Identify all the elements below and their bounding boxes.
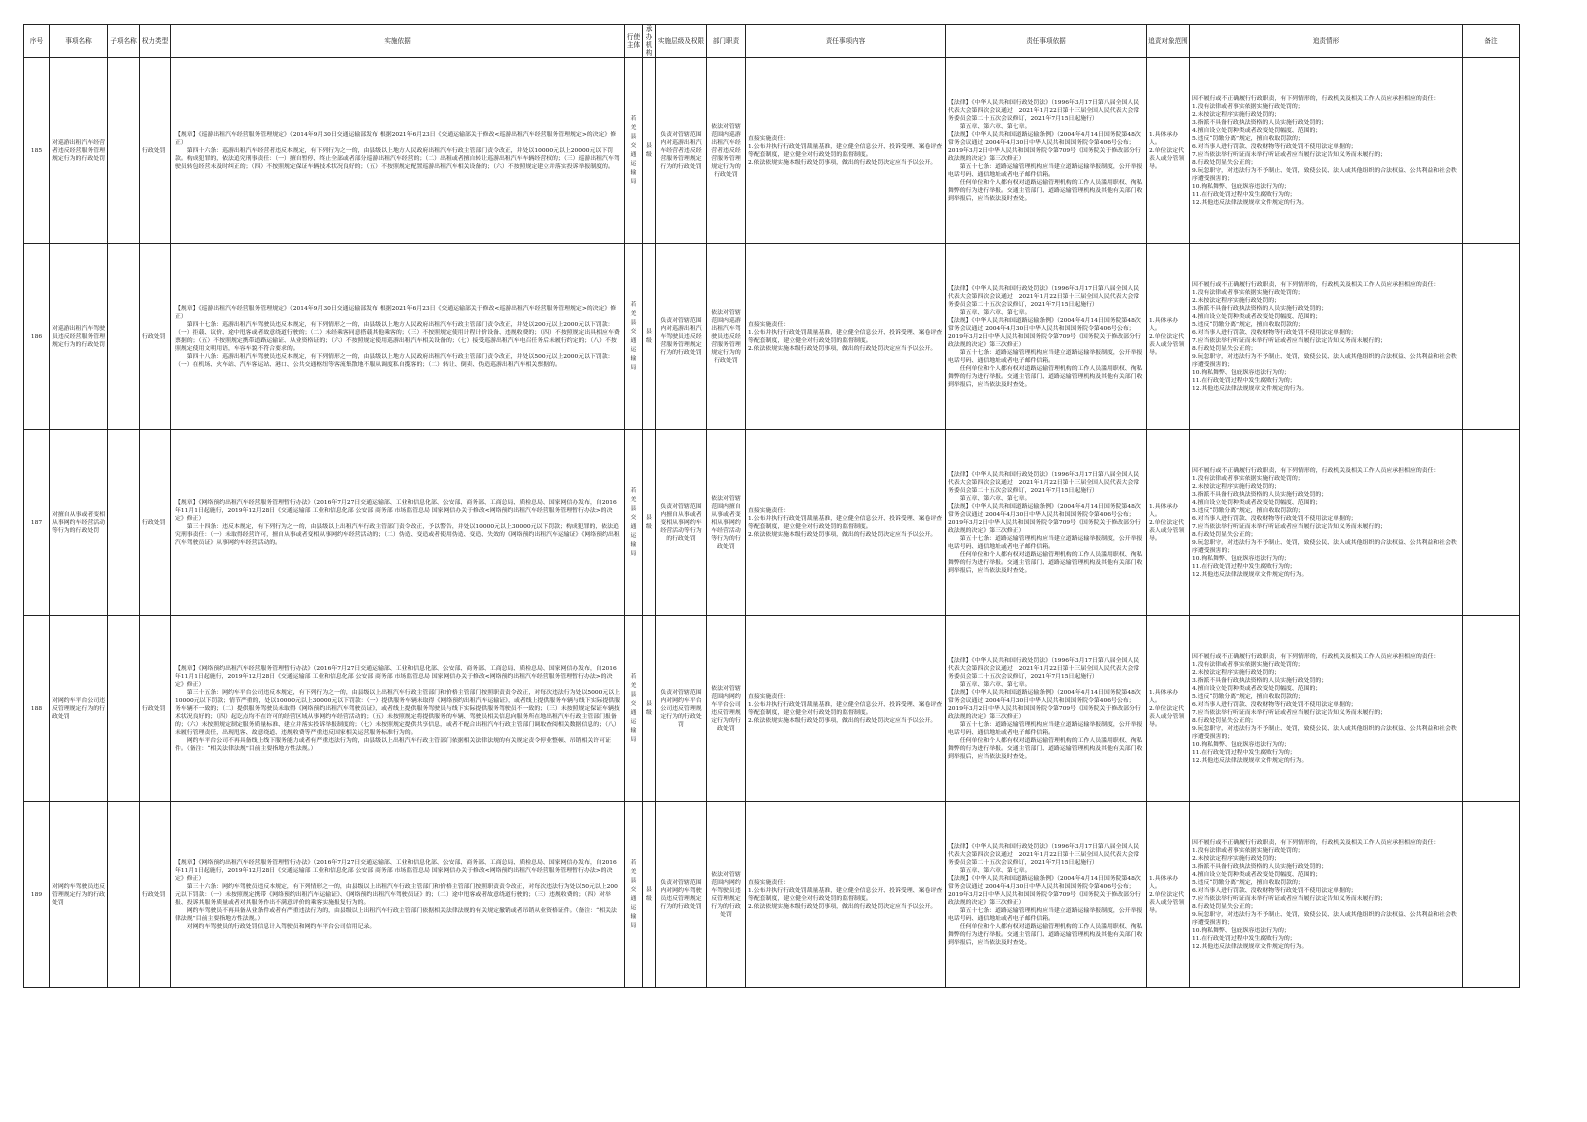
situation-line: 8.行政处罚显失公正的；	[1192, 903, 1257, 910]
situation-line: 7.应当依法举行听证而未举行听证或者应当履行法定告知义务而未履行的；	[1192, 151, 1387, 158]
situation-line: 7.应当依法举行听证而未举行听证或者应当履行法定告知义务而未履行的；	[1192, 337, 1387, 344]
row-item-name: 对巡游出租汽车经营者违反经营服务管理规定行为的行政处罚	[52, 139, 106, 162]
situation-line: 10.徇私舞弊、包庇纵容违法行为的；	[1192, 183, 1290, 190]
accountable-line: 1.具体承办人。	[1149, 689, 1179, 704]
cell-item-name	[50, 430, 108, 616]
table-row	[24, 58, 1520, 244]
row-dept-duty: 依法对管辖范围内擅自从事或者变相从事网约车经营活动等行为的行政处罚	[711, 495, 741, 550]
situation-line: 12.其他违反法律法规规章文件规定的行为。	[1192, 943, 1308, 950]
cell-item-name	[50, 802, 108, 988]
duty-basis-line: 第五章、第六章、第七章。	[948, 495, 1031, 502]
row-dept-duty: 依法对管辖范围内网约车平台公司违反管理规定行为的行政处罚	[711, 685, 741, 732]
cell-undertaker	[643, 802, 656, 988]
situation-line: 4.擅自设立处罚种类或者改变处罚幅度、范围的；	[1192, 871, 1322, 878]
situation-line: 12.其他违反法律法规规章文件规定的行为。	[1192, 385, 1308, 392]
situation-line: 8.行政处罚显失公正的；	[1192, 531, 1257, 538]
cell-subject	[625, 58, 643, 244]
row-power-type: 行政处罚	[142, 333, 166, 340]
header-level: 实施层级及权限	[656, 25, 707, 58]
situation-line: 4.擅自设立处罚种类或者改变处罚幅度、范围的；	[1192, 685, 1322, 692]
situation-line: 因不履行或不正确履行行政职责，有下列情形的，行政机关及相关工作人员应承担相应的责任：	[1192, 839, 1440, 846]
duty-content-line: 1.公布并执行行政处罚裁量基准，建立健全信息公开、投诉受理、案卷评查等配套制度，建立健全对行政处罚的监督制度。	[748, 701, 943, 716]
duty-content-line: 直接实施责任：	[748, 879, 790, 886]
accountable-line: 1.具体承办人。	[1149, 875, 1179, 890]
header-row	[24, 25, 1520, 58]
situation-line: 1.没有法律或者事实依据实施行政处罚的；	[1192, 475, 1304, 482]
cell-power-type	[140, 802, 171, 988]
basis-paragraph: 【规章】《网络预约出租汽车经营服务管理暂行办法》（2016年7月27日交通运输部、工业和信息化部、公安部、商务部、工商总局、质检总局、国家网信办发布，自2016年11月1日起施行，2019年12月28日《交通运输部 工业和信息化部 公安部 商务部 市场监管总局 国家网信办关于修改<网络预约出租汽车经营服务管理暂行办法>的决定》修正）	[175, 665, 617, 688]
duty-basis-line: 【法律】《中华人民共和国行政处罚法》（1996年3月17日第八届全国人民代表大会第四次会议通过 2021年1月22日第十三届全国人民代表大会常务委员会第二十五次会议修订，2021年7月15日起施行）	[948, 843, 1140, 866]
cell-sub-item	[108, 244, 140, 430]
duty-basis-line: 第五十七条：道路运输管理机构应当建立道路运输举报制度，公开举报电话号码、通信地址或者电子邮件信箱。	[948, 349, 1143, 364]
duty-content-line: 2.依法依规实施本级行政处罚事项，做出的行政处罚决定应当予以公开。	[748, 345, 937, 352]
accountable-line: 2.单位法定代表人或分管领导。	[1149, 333, 1185, 356]
situation-line: 5.违反“罚缴分离”规定，擅自收取罚款的；	[1192, 321, 1304, 328]
situation-line: 5.违反“罚缴分离”规定，擅自收取罚款的；	[1192, 693, 1304, 700]
duty-content-line: 1.公布并执行行政处罚裁量基准，建立健全信息公开、投诉受理、案卷评查等配套制度，建立健全对行政处罚的监督制度。	[748, 329, 943, 344]
duty-basis-line: 【法规】《中华人民共和国道路运输条例》（2004年4月14日国务院第48次常务会议通过 2004年4月30日中华人民共和国国务院令第406号公布；2019年3月2日中华人民共和国国务院令第709号《国务院关于修改部分行政法规的决定》第三次修正）	[948, 131, 1141, 162]
accountable-line: 1.具体承办人。	[1149, 317, 1179, 332]
header-item-name: 事项名称	[50, 25, 108, 58]
cell-level	[656, 244, 707, 430]
cell-level	[656, 802, 707, 988]
cell-situations	[1190, 802, 1463, 988]
situation-line: 6.对当事人进行罚款、没收财物等行政处罚不使用法定单据的；	[1192, 143, 1357, 150]
cell-subject	[625, 616, 643, 802]
basis-paragraph: 第四十六条：巡游出租汽车经营者违反本规定，有下列行为之一的，由县级以上地方人民政府出租汽车行政主管部门责令改正，并处以10000元以上20000元以下罚款。构成犯罪的，依法追究刑事责任：（一）擅自暂停、终止全部或者部分巡游出租汽车经营的；（二）出租或者擅自转让巡游出租汽车车辆经营权的；（三）巡游出租汽车驾驶员转包经营未及时纠正的；（四）不按照规定保证车辆技术状况良好的；（五）不按照规定配置巡游出租汽车相关设备的；（六）不按照规定建立并落实投诉举报制度的。	[175, 147, 620, 170]
duty-basis-line: 【法律】《中华人民共和国行政处罚法》（1996年3月17日第八届全国人民代表大会第四次会议通过 2021年1月22日第十三届全国人民代表大会常务委员会第二十五次会议修订，2021年7月15日起施行）	[948, 471, 1140, 494]
duty-content-line: 2.依法依规实施本级行政处罚事项，做出的行政处罚决定应当予以公开。	[748, 903, 937, 910]
cell-seq	[24, 802, 50, 988]
duty-basis-line: 第五十七条：道路运输管理机构应当建立道路运输举报制度，公开举报电话号码、通信地址或者电子邮件信箱。	[948, 535, 1143, 550]
situation-line: 6.对当事人进行罚款、没收财物等行政处罚不使用法定单据的；	[1192, 329, 1357, 336]
cell-power-type	[140, 244, 171, 430]
basis-paragraph: 第三十六条：网约车驾驶员违反本规定，有下列情形之一的，由县级以上出租汽车行政主管部门和价格主管部门按照职责责令改正，对每次违法行为处以50元以上200元以下罚款：（一）未按照规定携带《网络预约出租汽车运输证》、《网络预约出租汽车驾驶员证》的；（二）途中甩客或者故意绕道行驶的；（三）违规收费的；（四）对举报、投诉其服务质量或者对其服务作出不满意评价的乘客实施报复行为的。	[175, 883, 618, 906]
accountable-line: 2.单位法定代表人或分管领导。	[1149, 891, 1185, 914]
duty-basis-line: 任何单位和个人都有权对道路运输管理机构的工作人员滥用职权、徇私舞弊的行为进行举报。交通主管部门、道路运输管理机构及其他有关部门收到举报后，应当依法及时查处。	[948, 737, 1143, 760]
table-row	[24, 616, 1520, 802]
situation-line: 4.擅自设立处罚种类或者改变处罚幅度、范围的；	[1192, 313, 1322, 320]
situation-line: 10.徇私舞弊、包庇纵容违法行为的；	[1192, 369, 1290, 376]
duty-basis-line: 第五十七条：道路运输管理机构应当建立道路运输举报制度，公开举报电话号码、通信地址或者电子邮件信箱。	[948, 163, 1143, 178]
duty-content-line: 直接实施责任：	[748, 135, 790, 142]
row-undertaker: 县级	[646, 700, 652, 716]
cell-remark	[1463, 616, 1520, 802]
duty-content-line: 2.依法依规实施本级行政处罚事项，做出的行政处罚决定应当予以公开。	[748, 531, 937, 538]
row-dept-duty: 依法对管辖范围内网约车驾驶员违反管理规定行为的行政处罚	[711, 871, 741, 918]
duty-basis-line: 第五章、第六章、第七章。	[948, 123, 1031, 130]
row-level: 负责对管辖范围内对网约车驾驶员违反管理规定行为的行政处罚	[660, 879, 702, 910]
basis-paragraph: 第三十四条：违反本规定，有下列行为之一的，由县级以上出租汽车行政主管部门责令改正，予以警告，并处以10000元以上30000元以下罚款；构成犯罪的，依法追究刑事责任：（一）未取得经营许可，擅自从事或者变相从事网约车经营活动的；（二）伪造、变造或者使用伪造、变造、失效的《网络预约出租汽车运输证》《网络预约出租汽车驾驶员证》从事网约车经营活动的。	[175, 523, 620, 546]
row-subject: 若羌县交通运输局	[630, 115, 637, 185]
cell-duty-content	[746, 244, 946, 430]
situation-line: 11.在行政处罚过程中发生腐败行为的；	[1192, 563, 1296, 570]
situation-line: 11.在行政处罚过程中发生腐败行为的；	[1192, 377, 1296, 384]
cell-remark	[1463, 244, 1520, 430]
cell-duty-basis	[946, 430, 1147, 616]
cell-remark	[1463, 802, 1520, 988]
duty-basis-line: 【法规】《中华人民共和国道路运输条例》（2004年4月14日国务院第48次常务会议通过 2004年4月30日中华人民共和国国务院令第406号公布；2019年3月2日中华人民共和国国务院令第709号《国务院关于修改部分行政法规的决定》第三次修正）	[948, 875, 1141, 906]
row-level: 负责对管辖范围内对巡游出租汽车经营者违反经营服务管理规定行为的行政处罚	[660, 131, 702, 170]
situation-line: 9.玩忽职守，对违法行为不予制止、处罚，致使公民、法人或其他组织的合法权益、公共利益和社会秩序遭受损害的；	[1192, 725, 1457, 740]
accountable-line: 2.单位法定代表人或分管领导。	[1149, 519, 1185, 542]
header-duty-basis: 责任事项依据	[946, 25, 1147, 58]
situation-line: 12.其他违反法律法规规章文件规定的行为。	[1192, 757, 1308, 764]
situation-line: 9.玩忽职守，对违法行为不予制止、处罚，致使公民、法人或其他组织的合法权益、公共利益和社会秩序遭受损害的；	[1192, 353, 1457, 368]
cell-accountable	[1147, 58, 1190, 244]
cell-level	[656, 430, 707, 616]
cell-undertaker	[643, 58, 656, 244]
situation-line: 11.在行政处罚过程中发生腐败行为的；	[1192, 935, 1296, 942]
cell-level	[656, 616, 707, 802]
header-remark: 备注	[1463, 25, 1520, 58]
situation-line: 11.在行政处罚过程中发生腐败行为的；	[1192, 191, 1296, 198]
situation-line: 4.擅自设立处罚种类或者改变处罚幅度、范围的；	[1192, 127, 1322, 134]
cell-sub-item	[108, 430, 140, 616]
situation-line: 12.其他违反法律法规规章文件规定的行为。	[1192, 571, 1308, 578]
duty-content-line: 2.依法依规实施本级行政处罚事项，做出的行政处罚决定应当予以公开。	[748, 159, 937, 166]
duty-content-line: 1.公布并执行行政处罚裁量基准，建立健全信息公开、投诉受理、案卷评查等配套制度，建立健全对行政处罚的监督制度。	[748, 143, 943, 158]
duty-basis-line: 任何单位和个人都有权对道路运输管理机构的工作人员滥用职权、徇私舞弊的行为进行举报。交通主管部门、道路运输管理机构及其他有关部门收到举报后，应当依法及时查处。	[948, 923, 1143, 946]
row-seq: 187	[30, 519, 43, 526]
situation-line: 5.违反“罚缴分离”规定，擅自收取罚款的；	[1192, 879, 1304, 886]
row-subject: 若羌县交通运输局	[630, 487, 637, 557]
header-dept-duty: 部门职责	[707, 25, 746, 58]
cell-item-name	[50, 616, 108, 802]
row-level: 负责对管辖范围内对网约车平台公司违反管理规定行为的行政处罚	[660, 689, 702, 728]
table-row	[24, 244, 1520, 430]
cell-accountable	[1147, 430, 1190, 616]
row-seq: 188	[30, 705, 43, 712]
cell-seq	[24, 616, 50, 802]
cell-accountable	[1147, 244, 1190, 430]
basis-paragraph: 【规章】《网络预约出租汽车经营服务管理暂行办法》（2016年7月27日交通运输部、工业和信息化部、公安部、商务部、工商总局、质检总局、国家网信办发布，自2016年11月1日起施行，2019年12月28日《交通运输部 工业和信息化部 公安部 商务部 市场监管总局 国家网信办关于修改<网络预约出租汽车经营服务管理暂行办法>的决定》修正）	[175, 859, 617, 882]
row-level: 负责对管辖范围内对巡游出租汽车驾驶员违反经营服务管理规定行为的行政处罚	[660, 317, 702, 356]
situation-line: 因不履行或不正确履行行政职责，有下列情形的，行政机关及相关工作人员应承担相应的责任：	[1192, 653, 1440, 660]
cell-dept-duty	[707, 802, 746, 988]
situation-line: 8.行政处罚显失公正的；	[1192, 717, 1257, 724]
cell-power-type	[140, 430, 171, 616]
cell-duty-content	[746, 430, 946, 616]
situation-line: 因不履行或不正确履行行政职责，有下列情形的，行政机关及相关工作人员应承担相应的责任：	[1192, 281, 1440, 288]
situation-line: 9.玩忽职守，对违法行为不予制止、处罚，致使公民、法人或其他组织的合法权益、公共利益和社会秩序遭受损害的；	[1192, 911, 1457, 926]
cell-duty-content	[746, 58, 946, 244]
cell-basis	[171, 616, 625, 802]
duty-basis-line: 【法律】《中华人民共和国行政处罚法》（1996年3月17日第八届全国人民代表大会第四次会议通过 2021年1月22日第十三届全国人民代表大会常务委员会第二十五次会议修订，2021年7月15日起施行）	[948, 99, 1140, 122]
situation-line: 3.指派不具备行政执法资格的人员实施行政处罚的；	[1192, 863, 1328, 870]
situation-line: 2.未按法定程序实施行政处罚的；	[1192, 297, 1281, 304]
duty-content-line: 1.公布并执行行政处罚裁量基准，建立健全信息公开、投诉受理、案卷评查等配套制度，建立健全对行政处罚的监督制度。	[748, 515, 943, 530]
header-situations: 追责情形	[1190, 25, 1463, 58]
duty-basis-line: 第五章、第六章、第七章。	[948, 867, 1031, 874]
accountable-line: 1.具体承办人。	[1149, 503, 1179, 518]
duty-basis-line: 【法律】《中华人民共和国行政处罚法》（1996年3月17日第八届全国人民代表大会第四次会议通过 2021年1月22日第十三届全国人民代表大会常务委员会第二十五次会议修订，2021年7月15日起施行）	[948, 285, 1140, 308]
situation-line: 3.指派不具备行政执法资格的人员实施行政处罚的；	[1192, 305, 1328, 312]
duty-basis-line: 任何单位和个人都有权对道路运输管理机构的工作人员滥用职权、徇私舞弊的行为进行举报。交通主管部门、道路运输管理机构及其他有关部门收到举报后，应当依法及时查处。	[948, 179, 1143, 202]
accountable-line: 2.单位法定代表人或分管领导。	[1149, 147, 1185, 170]
cell-item-name	[50, 244, 108, 430]
row-seq: 186	[30, 333, 43, 340]
cell-undertaker	[643, 430, 656, 616]
basis-paragraph: 【规章】《巡游出租汽车经营服务管理规定》（2014年9月30日交通运输部发布 根据2021年6月23日《交通运输部关于修改<巡游出租汽车经营服务管理规定>的决定》修正）	[175, 305, 617, 320]
duty-content-line: 直接实施责任：	[748, 321, 790, 328]
header-subject: 行使主体	[625, 25, 643, 58]
cell-situations	[1190, 430, 1463, 616]
cell-dept-duty	[707, 430, 746, 616]
situation-line: 2.未按法定程序实施行政处罚的；	[1192, 483, 1281, 490]
duty-basis-line: 【法规】《中华人民共和国道路运输条例》（2004年4月14日国务院第48次常务会议通过 2004年4月30日中华人民共和国国务院令第406号公布；2019年3月2日中华人民共和国国务院令第709号《国务院关于修改部分行政法规的决定》第三次修正）	[948, 503, 1141, 534]
situation-line: 11.在行政处罚过程中发生腐败行为的；	[1192, 749, 1296, 756]
header-basis: 实施依据	[171, 25, 625, 58]
cell-situations	[1190, 58, 1463, 244]
row-seq: 189	[30, 891, 43, 898]
table-row	[24, 430, 1520, 616]
situation-line: 6.对当事人进行罚款、没收财物等行政处罚不使用法定单据的；	[1192, 887, 1357, 894]
situation-line: 1.没有法律或者事实依据实施行政处罚的；	[1192, 289, 1304, 296]
duty-basis-line: 【法规】《中华人民共和国道路运输条例》（2004年4月14日国务院第48次常务会议通过 2004年4月30日中华人民共和国国务院令第406号公布；2019年3月2日中华人民共和国国务院令第709号《国务院关于修改部分行政法规的决定》第三次修正）	[948, 689, 1141, 720]
situation-line: 6.对当事人进行罚款、没收财物等行政处罚不使用法定单据的；	[1192, 515, 1357, 522]
accountable-line: 1.具体承办人。	[1149, 131, 1179, 146]
situation-line: 4.擅自设立处罚种类或者改变处罚幅度、范围的；	[1192, 499, 1322, 506]
row-power-type: 行政处罚	[142, 519, 166, 526]
basis-paragraph: 第三十五条：网约车平台公司违反本规定，有下列行为之一的，由县级以上出租汽车行政主管部门和价格主管部门按照职责责令改正，对每次违法行为处以5000元以上10000元以下罚款；情节严重的，处以10000元以上30000元以下罚款：（一）提供服务车辆未取得《网络预约出租汽车运输证》，或者线上提供服务车辆与线下实际提供服务车辆不一致的；（二）提供服务驾驶员未取得《网络预约出租汽车驾驶员证》，或者线上提供服务驾驶员与线下实际提供服务驾驶员不一致的；（三）未按照规定保证车辆技术状况良好的；（四）起讫点均不在许可的经营区域从事网约车经营活动的；（五）未按照规定将提供服务的车辆、驾驶员相关信息向服务所在地出租汽车行政主管部门报备的；（六）未按照规定制定服务质量标准、建立并落实投诉举报制度的；（七）未按照规定提供共享信息，或者不配合出租汽车行政主管部门调取查阅相关数据信息的；（八）未履行管理责任，出现甩客、故意绕道、违规收费等严重违反国家相关运营服务标准行为的。	[175, 689, 621, 736]
situation-line: 7.应当依法举行听证而未举行听证或者应当履行法定告知义务而未履行的；	[1192, 709, 1387, 716]
cell-duty-basis	[946, 244, 1147, 430]
row-item-name: 对网约车平台公司违反管理规定行为的行政处罚	[52, 697, 106, 720]
situation-line: 2.未按法定程序实施行政处罚的；	[1192, 111, 1281, 118]
cell-duty-basis	[946, 616, 1147, 802]
duty-basis-line: 第五章、第六章、第七章。	[948, 681, 1031, 688]
cell-accountable	[1147, 616, 1190, 802]
row-item-name: 对网约车驾驶员违反管理规定行为的行政处罚	[52, 883, 106, 906]
cell-basis	[171, 58, 625, 244]
situation-line: 10.徇私舞弊、包庇纵容违法行为的；	[1192, 927, 1290, 934]
situation-line: 因不履行或不正确履行行政职责，有下列情形的，行政机关及相关工作人员应承担相应的责任：	[1192, 467, 1440, 474]
cell-sub-item	[108, 802, 140, 988]
basis-paragraph: 第四十八条：巡游出租汽车驾驶员违反本规定，有下列情形之一的，由县级以上地方人民政府出租汽车行政主管部门责令改正，并处以500元以上2000元以下罚款：（一）在机场、火车站、汽车客运站、港口、公共交通枢纽等客流集散地不服从调度私自揽客的；（二）转让、倒卖、伪造巡游出租汽车相关票据的。	[175, 353, 614, 368]
basis-paragraph: 【规章】《网络预约出租汽车经营服务管理暂行办法》（2016年7月27日交通运输部、工业和信息化部、公安部、商务部、工商总局、质检总局、国家网信办发布，自2016年11月1日起施行，2019年12月28日《交通运输部 工业和信息化部 公安部 商务部 市场监管总局 国家网信办关于修改<网络预约出租汽车经营服务管理暂行办法>的决定》修正）	[175, 499, 617, 522]
row-power-type: 行政处罚	[142, 891, 166, 898]
row-level: 负责对管辖范围内擅自从事或者变相从事网约车经营活动等行为的行政处罚	[660, 503, 702, 542]
duty-content-line: 1.公布并执行行政处罚裁量基准，建立健全信息公开、投诉受理、案卷评查等配套制度，建立健全对行政处罚的监督制度。	[748, 887, 943, 902]
row-seq: 185	[30, 147, 43, 154]
table-row	[24, 802, 1520, 988]
cell-situations	[1190, 616, 1463, 802]
duty-content-line: 直接实施责任：	[748, 507, 790, 514]
cell-dept-duty	[707, 244, 746, 430]
situation-line: 8.行政处罚显失公正的；	[1192, 345, 1257, 352]
situation-line: 3.指派不具备行政执法资格的人员实施行政处罚的；	[1192, 491, 1328, 498]
situation-line: 6.对当事人进行罚款、没收财物等行政处罚不使用法定单据的；	[1192, 701, 1357, 708]
duty-content-line: 2.依法依规实施本级行政处罚事项，做出的行政处罚决定应当予以公开。	[748, 717, 937, 724]
cell-duty-basis	[946, 58, 1147, 244]
situation-line: 10.徇私舞弊、包庇纵容违法行为的；	[1192, 555, 1290, 562]
basis-paragraph: 对网约车驾驶员的行政处罚信息计入驾驶员和网约车平台公司信用记录。	[175, 923, 376, 930]
situation-line: 5.违反“罚缴分离”规定，擅自收取罚款的；	[1192, 507, 1304, 514]
power-list-table	[23, 24, 1520, 988]
header-power-type: 权力类型	[140, 25, 171, 58]
cell-duty-basis	[946, 802, 1147, 988]
situation-line: 1.没有法律或者事实依据实施行政处罚的；	[1192, 103, 1304, 110]
cell-power-type	[140, 616, 171, 802]
row-subject: 若羌县交通运输局	[630, 673, 637, 743]
duty-basis-line: 第五十七条：道路运输管理机构应当建立道路运输举报制度，公开举报电话号码、通信地址或者电子邮件信箱。	[948, 907, 1143, 922]
cell-dept-duty	[707, 616, 746, 802]
header-undertaker: 承办机构	[643, 25, 656, 58]
duty-basis-line: 任何单位和个人都有权对道路运输管理机构的工作人员滥用职权、徇私舞弊的行为进行举报。交通主管部门、道路运输管理机构及其他有关部门收到举报后，应当依法及时查处。	[948, 365, 1143, 388]
cell-accountable	[1147, 802, 1190, 988]
cell-dept-duty	[707, 58, 746, 244]
duty-basis-line: 任何单位和个人都有权对道路运输管理机构的工作人员滥用职权、徇私舞弊的行为进行举报。交通主管部门、道路运输管理机构及其他有关部门收到举报后，应当依法及时查处。	[948, 551, 1143, 574]
situation-line: 5.违反“罚缴分离”规定，擅自收取罚款的；	[1192, 135, 1304, 142]
header-duty-content: 责任事项内容	[746, 25, 946, 58]
row-subject: 若羌县交通运输局	[630, 859, 637, 929]
cell-situations	[1190, 244, 1463, 430]
cell-undertaker	[643, 244, 656, 430]
cell-sub-item	[108, 616, 140, 802]
basis-paragraph: 网约车平台公司不再具备线上线下服务能力或者有严重违法行为的，由县级以上出租汽车行政主管部门依据相关法律法规的有关规定责令停业整顿、吊销相关许可证件。（备注：“相关法律法规”目前主要指地方性法规。）	[175, 737, 611, 752]
row-undertaker: 县级	[646, 886, 652, 902]
situation-line: 3.指派不具备行政执法资格的人员实施行政处罚的；	[1192, 119, 1328, 126]
situation-line: 因不履行或不正确履行行政职责，有下列情形的，行政机关及相关工作人员应承担相应的责任：	[1192, 95, 1440, 102]
row-undertaker: 县级	[646, 142, 652, 158]
cell-remark	[1463, 430, 1520, 616]
row-undertaker: 县级	[646, 514, 652, 530]
duty-basis-line: 【法律】《中华人民共和国行政处罚法》（1996年3月17日第八届全国人民代表大会第四次会议通过 2021年1月22日第十三届全国人民代表大会常务委员会第二十五次会议修订，2021年7月15日起施行）	[948, 657, 1140, 680]
situation-line: 1.没有法律或者事实依据实施行政处罚的；	[1192, 847, 1304, 854]
row-power-type: 行政处罚	[142, 705, 166, 712]
situation-line: 7.应当依法举行听证而未举行听证或者应当履行法定告知义务而未履行的；	[1192, 895, 1387, 902]
duty-basis-line: 【法规】《中华人民共和国道路运输条例》（2004年4月14日国务院第48次常务会议通过 2004年4月30日中华人民共和国国务院令第406号公布；2019年3月2日中华人民共和国国务院令第709号《国务院关于修改部分行政法规的决定》第三次修正）	[948, 317, 1141, 348]
row-dept-duty: 依法对管辖范围内巡游出租汽车经营者违反经营服务管理规定行为的行政处罚	[711, 123, 741, 178]
situation-line: 2.未按法定程序实施行政处罚的；	[1192, 855, 1281, 862]
situation-line: 2.未按法定程序实施行政处罚的；	[1192, 669, 1281, 676]
cell-duty-content	[746, 802, 946, 988]
cell-duty-content	[746, 616, 946, 802]
situation-line: 7.应当依法举行听证而未举行听证或者应当履行法定告知义务而未履行的；	[1192, 523, 1387, 530]
duty-content-line: 直接实施责任：	[748, 693, 790, 700]
situation-line: 12.其他违反法律法规规章文件规定的行为。	[1192, 199, 1308, 206]
cell-power-type	[140, 58, 171, 244]
cell-sub-item	[108, 58, 140, 244]
situation-line: 8.行政处罚显失公正的；	[1192, 159, 1257, 166]
situation-line: 3.指派不具备行政执法资格的人员实施行政处罚的；	[1192, 677, 1328, 684]
cell-level	[656, 58, 707, 244]
cell-basis	[171, 244, 625, 430]
duty-basis-line: 第五十七条：道路运输管理机构应当建立道路运输举报制度，公开举报电话号码、通信地址或者电子邮件信箱。	[948, 721, 1143, 736]
cell-seq	[24, 58, 50, 244]
header-seq: 序号	[24, 25, 50, 58]
situation-line: 9.玩忽职守，对违法行为不予制止、处罚，致使公民、法人或其他组织的合法权益、公共利益和社会秩序遭受损害的；	[1192, 167, 1457, 182]
cell-remark	[1463, 58, 1520, 244]
duty-basis-line: 第五章、第六章、第七章。	[948, 309, 1031, 316]
cell-item-name	[50, 58, 108, 244]
row-item-name: 对巡游出租汽车驾驶员违反经营服务管理规定行为的行政处罚	[52, 325, 106, 348]
situation-line: 9.玩忽职守，对违法行为不予制止、处罚，致使公民、法人或其他组织的合法权益、公共利益和社会秩序遭受损害的；	[1192, 539, 1457, 554]
situation-line: 1.没有法律或者事实依据实施行政处罚的；	[1192, 661, 1304, 668]
header-sub-item: 子项名称	[108, 25, 140, 58]
basis-paragraph: 第四十七条：巡游出租汽车驾驶员违反本规定，有下列情形之一的，由县级以上地方人民政府出租汽车行政主管部门责令改正，并处以200元以上2000元以下罚款：（一）拒载、议价、途中甩客或者故意绕道行驶的；（二）未经乘客同意搭载其他乘客的；（三）不按照规定使用计程计价设备、违规收费的；（四）不按照规定出具相应车费票据的；（五）不按照规定携带道路运输证、从业资格证的；（六）不按照规定使用巡游出租汽车相关设备的；（七）接受巡游出租汽车电召任务后未履行约定的；（八）不按照规定使用文明用语，车容车貌不符合要求的。	[175, 321, 620, 352]
cell-subject	[625, 430, 643, 616]
cell-basis	[171, 430, 625, 616]
row-subject: 若羌县交通运输局	[630, 301, 637, 371]
situation-line: 10.徇私舞弊、包庇纵容违法行为的；	[1192, 741, 1290, 748]
cell-subject	[625, 802, 643, 988]
cell-undertaker	[643, 616, 656, 802]
row-power-type: 行政处罚	[142, 147, 166, 154]
basis-paragraph: 【规章】《巡游出租汽车经营服务管理规定》（2014年9月30日交通运输部发布 根据2021年6月23日《交通运输部关于修改<巡游出租汽车经营服务管理规定>的决定》修正）	[175, 131, 617, 146]
row-dept-duty: 依法对管辖范围内巡游出租汽车驾驶员违反经营服务管理规定行为的行政处罚	[711, 309, 741, 364]
accountable-line: 2.单位法定代表人或分管领导。	[1149, 705, 1185, 728]
cell-basis	[171, 802, 625, 988]
cell-seq	[24, 244, 50, 430]
header-accountable: 追责对象范围	[1147, 25, 1190, 58]
table-body	[24, 58, 1520, 988]
row-undertaker: 县级	[646, 328, 652, 344]
basis-paragraph: 网约车驾驶员不再具备从业条件或者有严重违法行为的，由县级以上出租汽车行政主管部门依据相关法律法规的有关规定撤销或者吊销从业资格证件。（备注：“相关法律法规”目前主要指地方性法规。）	[175, 907, 617, 922]
cell-subject	[625, 244, 643, 430]
cell-seq	[24, 430, 50, 616]
row-item-name: 对擅自从事或者变相从事网约车经营活动等行为的行政处罚	[52, 511, 106, 534]
